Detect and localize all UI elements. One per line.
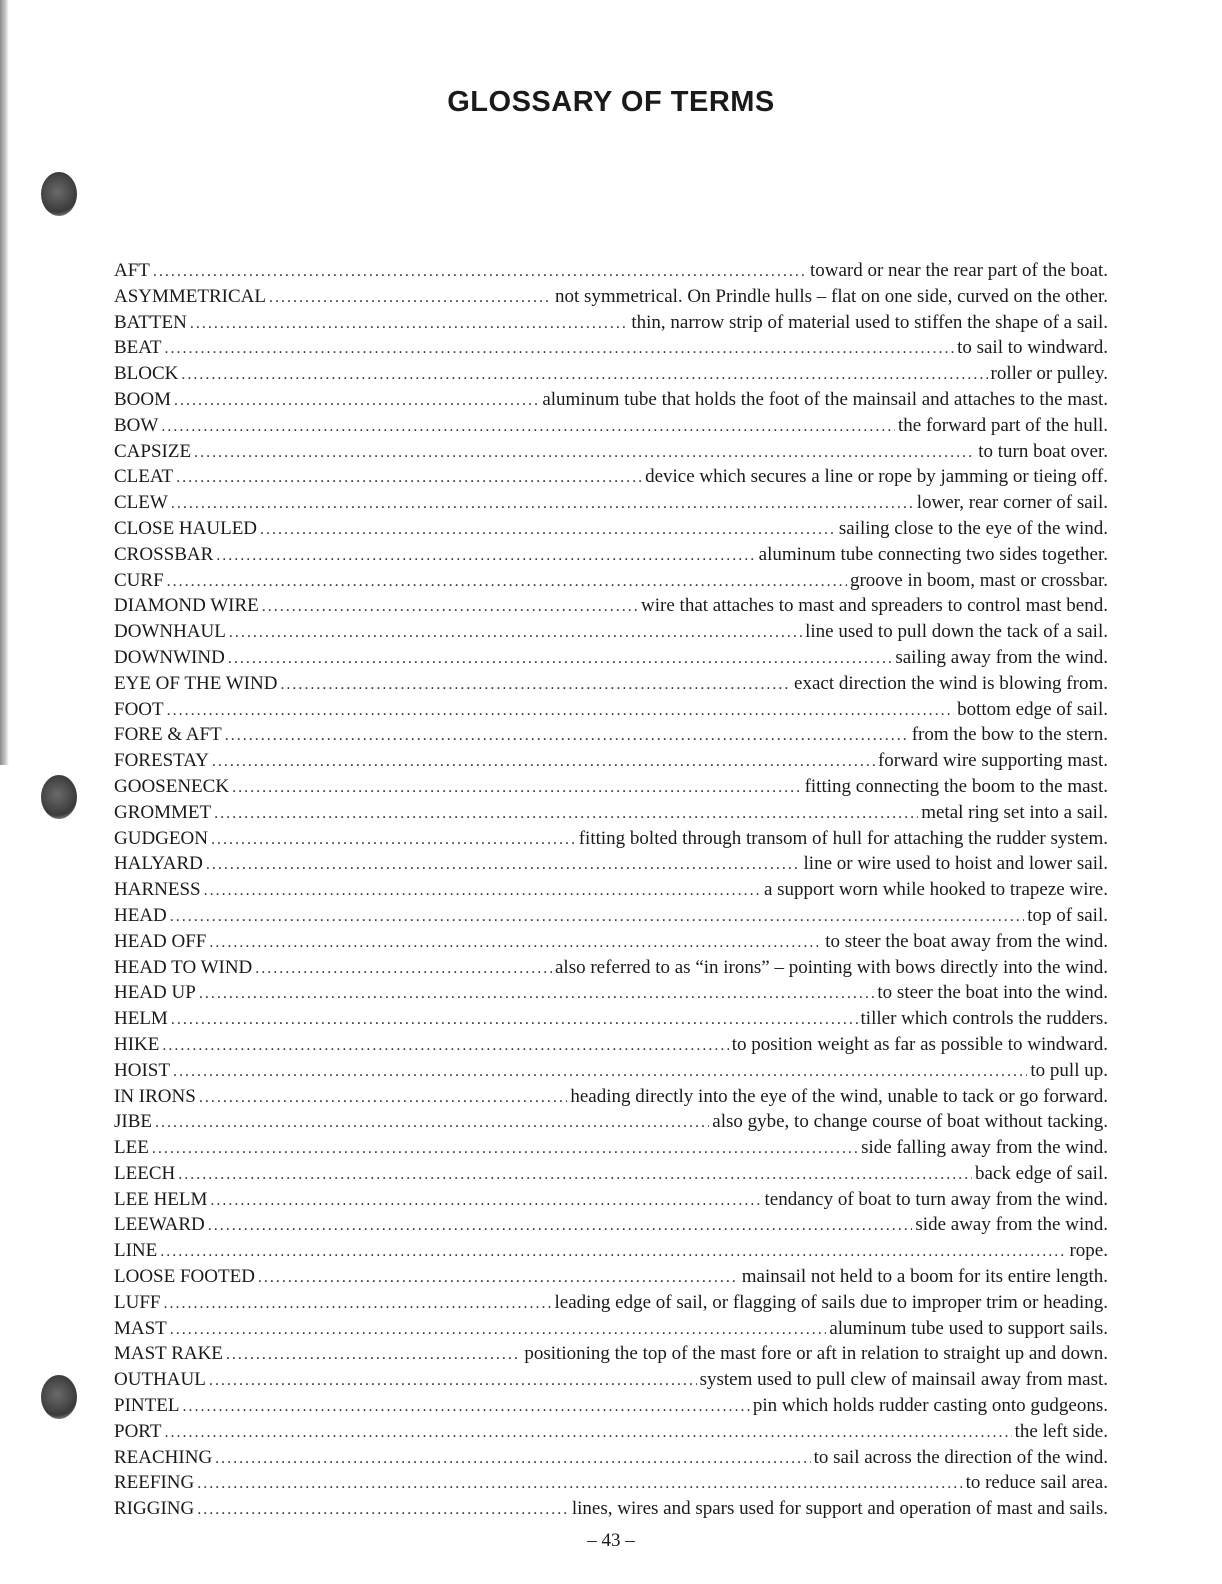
- glossary-term: ASYMMETRICAL: [114, 285, 267, 307]
- glossary-definition: toward or near the rear part of the boat.: [809, 260, 1108, 281]
- dot-leader: [167, 569, 847, 595]
- glossary-entry: [114, 1393, 1108, 1419]
- glossary-term: MAST: [114, 1317, 167, 1339]
- glossary-definition: mainsail not held to a boom for its entire length.: [741, 1266, 1108, 1288]
- dot-leader: [194, 440, 975, 466]
- glossary-definition: roller or pulley.: [990, 363, 1108, 385]
- glossary-entry: [114, 542, 1108, 568]
- glossary-definition: the forward part of the hull.: [898, 414, 1108, 436]
- glossary-entry: [114, 464, 1108, 490]
- glossary-entry: [114, 387, 1108, 413]
- glossary-term: BOW: [114, 414, 159, 436]
- glossary-entry: [114, 774, 1108, 800]
- dot-leader: [232, 775, 802, 801]
- dot-leader: [197, 1471, 962, 1497]
- glossary-definition: fitting connecting the boom to the mast.: [804, 775, 1108, 797]
- glossary-term: HALYARD: [114, 853, 203, 875]
- glossary-definition: to turn boat over.: [978, 440, 1108, 462]
- dot-leader: [199, 1085, 568, 1111]
- glossary-entry: [114, 568, 1108, 594]
- glossary-definition: leading edge of sail, or flagging of sails due to improper trim or heading.: [554, 1291, 1108, 1313]
- punch-hole: [41, 1375, 77, 1419]
- dot-leader: [171, 1007, 858, 1033]
- dot-leader: [181, 362, 987, 388]
- glossary-entry: [114, 1264, 1108, 1290]
- glossary-term: BATTEN: [114, 311, 187, 333]
- glossary-term: FORE & AFT: [114, 724, 222, 746]
- glossary-entry: [114, 1496, 1108, 1522]
- glossary-term: HIKE: [114, 1033, 160, 1055]
- glossary-term: PORT: [114, 1420, 162, 1442]
- glossary-term: DOWNWIND: [114, 646, 225, 668]
- glossary-definition: groove in boom, mast or crossbar.: [849, 569, 1108, 591]
- dot-leader: [176, 465, 642, 491]
- dot-leader: [204, 878, 761, 904]
- glossary-term: LEECH: [114, 1162, 176, 1184]
- dot-leader: [280, 672, 791, 698]
- glossary-entry: [114, 439, 1108, 465]
- glossary-term: DIAMOND WIRE: [114, 595, 259, 617]
- glossary-entry: [114, 516, 1108, 542]
- glossary-definition: lower, rear corner of sail.: [916, 492, 1108, 514]
- glossary-definition: also gybe, to change course of boat without tacking.: [712, 1111, 1108, 1133]
- glossary-term: CLEAT: [114, 466, 174, 488]
- glossary-term: JIBE: [114, 1111, 152, 1133]
- glossary-entry: [114, 1341, 1108, 1367]
- glossary-entry: [114, 335, 1108, 361]
- glossary-term: LEE: [114, 1137, 149, 1159]
- glossary-term: HEAD OFF: [114, 930, 207, 952]
- glossary-entry: [114, 413, 1108, 439]
- dot-leader: [209, 1368, 697, 1394]
- dot-leader: [167, 698, 954, 724]
- glossary-term: GUDGEON: [114, 827, 208, 849]
- glossary-term: HEAD: [114, 904, 167, 926]
- glossary-definition: to sail to windward.: [957, 337, 1108, 359]
- dot-leader: [153, 259, 807, 285]
- glossary-definition: positioning the top of the mast fore or aft in relation to straight up and down.: [524, 1343, 1108, 1365]
- dot-leader: [174, 388, 539, 414]
- glossary-definition: to reduce sail area.: [965, 1472, 1108, 1494]
- glossary-definition: lines, wires and spars used for support and operation of mast and sails.: [571, 1498, 1108, 1520]
- glossary-term: LINE: [114, 1240, 158, 1262]
- dot-leader: [160, 1239, 1066, 1265]
- glossary-entry: [114, 1445, 1108, 1471]
- glossary-entry: [114, 800, 1108, 826]
- glossary-definition: line used to pull down the tack of a sail.: [805, 621, 1108, 643]
- glossary-definition: tendancy of boat to turn away from the wind.: [764, 1188, 1108, 1210]
- glossary-definition: to sail across the direction of the wind.: [813, 1446, 1108, 1468]
- glossary-definition: device which secures a line or rope by jamming or tieing off.: [645, 466, 1108, 488]
- glossary-term: RIGGING: [114, 1498, 195, 1520]
- dot-leader: [226, 1342, 521, 1368]
- dot-leader: [171, 491, 914, 517]
- glossary-term: MAST RAKE: [114, 1343, 223, 1365]
- dot-leader: [161, 414, 895, 440]
- glossary-term: FORESTAY: [114, 750, 209, 772]
- glossary-entry: [114, 929, 1108, 955]
- glossary-term: BLOCK: [114, 363, 179, 385]
- glossary-term: FOOT: [114, 698, 164, 720]
- glossary-term: CLEW: [114, 492, 168, 514]
- glossary-definition: heading directly into the eye of the wind, unable to tack or go forward.: [570, 1085, 1108, 1107]
- glossary-entry: [114, 851, 1108, 877]
- glossary-term: OUTHAUL: [114, 1369, 206, 1391]
- glossary-definition: exact direction the wind is blowing from.: [794, 672, 1108, 694]
- dot-leader: [162, 1033, 728, 1059]
- glossary-term: DOWNHAUL: [114, 621, 226, 643]
- glossary-entry: [114, 645, 1108, 671]
- glossary-entry: [114, 1290, 1108, 1316]
- glossary-definition: to position weight as far as possible to windward.: [731, 1033, 1108, 1055]
- glossary-definition: to pull up.: [1030, 1059, 1108, 1081]
- glossary-definition: thin, narrow strip of material used to stiffen the shape of a sail.: [631, 311, 1108, 333]
- dot-leader: [211, 827, 576, 853]
- glossary-entry: [114, 361, 1108, 387]
- dot-leader: [209, 930, 822, 956]
- glossary-term: HARNESS: [114, 879, 201, 901]
- glossary-definition: to steer the boat into the wind.: [877, 982, 1108, 1004]
- dot-leader: [215, 1446, 810, 1472]
- dot-leader: [228, 646, 893, 672]
- dot-leader: [208, 1213, 913, 1239]
- glossary-definition: sailing away from the wind.: [895, 646, 1108, 668]
- glossary-term: PINTEL: [114, 1395, 180, 1417]
- glossary-definition: aluminum tube that holds the foot of the mainsail and attaches to the mast.: [542, 388, 1108, 410]
- glossary-term: GOOSENECK: [114, 775, 230, 797]
- glossary-definition: a support worn while hooked to trapeze wire.: [763, 879, 1108, 901]
- glossary-term: LUFF: [114, 1291, 161, 1313]
- dot-leader: [182, 1394, 749, 1420]
- glossary-entry: [114, 1058, 1108, 1084]
- glossary-entry: [114, 1316, 1108, 1342]
- glossary-entry: [114, 1032, 1108, 1058]
- dot-leader: [178, 1162, 972, 1188]
- glossary-definition: metal ring set into a sail.: [921, 801, 1108, 823]
- glossary-definition: also referred to as “in irons” – pointing with bows directly into the wind.: [555, 956, 1108, 978]
- dot-leader: [258, 1265, 739, 1291]
- glossary-term: CURF: [114, 569, 164, 591]
- glossary-term: HELM: [114, 1008, 168, 1030]
- dot-leader: [210, 1188, 761, 1214]
- glossary-term: REEFING: [114, 1472, 195, 1494]
- glossary-definition: the left side.: [1014, 1420, 1108, 1442]
- glossary-entry: [114, 1212, 1108, 1238]
- dot-leader: [155, 1110, 709, 1136]
- glossary-definition: side away from the wind.: [915, 1214, 1108, 1236]
- punch-hole: [41, 172, 77, 216]
- glossary-definition: system used to pull clew of mainsail away from mast.: [699, 1369, 1108, 1391]
- page-title: GLOSSARY OF TERMS: [447, 86, 775, 118]
- glossary-entry: [114, 903, 1108, 929]
- glossary-definition: from the bow to the stern.: [911, 724, 1108, 746]
- glossary-entry: [114, 593, 1108, 619]
- dot-leader: [152, 1136, 858, 1162]
- dot-leader: [165, 336, 955, 362]
- glossary-term: GROMMET: [114, 801, 212, 823]
- glossary-term: CLOSE HAULED: [114, 517, 258, 539]
- glossary-definition: wire that attaches to mast and spreaders to control mast bend.: [641, 595, 1108, 617]
- glossary-term: HEAD TO WIND: [114, 956, 253, 978]
- glossary-entry: [114, 1367, 1108, 1393]
- glossary-term: CAPSIZE: [114, 440, 192, 462]
- glossary-term: LEEWARD: [114, 1214, 205, 1236]
- glossary-term: EYE OF THE WIND: [114, 672, 278, 694]
- glossary-entry: [114, 1161, 1108, 1187]
- dot-leader: [229, 620, 802, 646]
- dot-leader: [197, 1497, 569, 1523]
- glossary-term: AFT: [114, 260, 150, 281]
- dot-leader: [255, 956, 552, 982]
- dot-leader: [190, 311, 629, 337]
- glossary-definition: top of sail.: [1027, 904, 1108, 926]
- glossary-term: BEAT: [114, 337, 162, 359]
- glossary-definition: aluminum tube connecting two sides together.: [758, 543, 1108, 565]
- glossary-definition: not symmetrical. On Prindle hulls – flat on one side, curved on the other.: [554, 285, 1108, 307]
- glossary-entry: [114, 697, 1108, 723]
- glossary-entry: [114, 1187, 1108, 1213]
- glossary-term: LOOSE FOOTED: [114, 1266, 255, 1288]
- glossary-list: [114, 258, 1108, 1522]
- glossary-definition: tiller which controls the rudders.: [860, 1008, 1108, 1030]
- glossary-definition: line or wire used to hoist and lower sail.: [803, 853, 1108, 875]
- glossary-definition: back edge of sail.: [975, 1162, 1108, 1184]
- glossary-entry: [114, 1006, 1108, 1032]
- glossary-entry: [114, 1238, 1108, 1264]
- glossary-definition: rope.: [1069, 1240, 1108, 1262]
- dot-leader: [214, 801, 918, 827]
- dot-leader: [170, 904, 1024, 930]
- glossary-term: HOIST: [114, 1059, 170, 1081]
- glossary-term: IN IRONS: [114, 1085, 196, 1107]
- glossary-term: REACHING: [114, 1446, 213, 1468]
- glossary-entry: [114, 671, 1108, 697]
- glossary-entry: [114, 310, 1108, 336]
- glossary-definition: fitting bolted through transom of hull for attaching the rudder system.: [578, 827, 1108, 849]
- glossary-entry: [114, 980, 1108, 1006]
- glossary-definition: to steer the boat away from the wind.: [825, 930, 1108, 952]
- glossary-entry: [114, 1084, 1108, 1110]
- glossary-term: CROSSBAR: [114, 543, 214, 565]
- dot-leader: [206, 852, 801, 878]
- glossary-entry: [114, 877, 1108, 903]
- glossary-term: HEAD UP: [114, 982, 196, 1004]
- glossary-entry: [114, 1109, 1108, 1135]
- glossary-term: BOOM: [114, 388, 172, 410]
- page-number: – 43 –: [587, 1530, 635, 1551]
- dot-leader: [216, 543, 755, 569]
- glossary-definition: sailing close to the eye of the wind.: [838, 517, 1108, 539]
- glossary-definition: forward wire supporting mast.: [877, 750, 1108, 772]
- glossary-entry: [114, 490, 1108, 516]
- glossary-entry: [114, 284, 1108, 310]
- glossary-term: LEE HELM: [114, 1188, 208, 1210]
- glossary-entry: [114, 619, 1108, 645]
- glossary-definition: side falling away from the wind.: [861, 1137, 1108, 1159]
- glossary-entry: [114, 826, 1108, 852]
- glossary-entry: [114, 748, 1108, 774]
- glossary-entry: [114, 1135, 1108, 1161]
- dot-leader: [163, 1291, 551, 1317]
- dot-leader: [269, 285, 552, 311]
- dot-leader: [170, 1317, 827, 1343]
- glossary-entry: [114, 1419, 1108, 1445]
- dot-leader: [199, 981, 875, 1007]
- dot-leader: [262, 594, 638, 620]
- glossary-definition: aluminum tube used to support sails.: [829, 1317, 1108, 1339]
- dot-leader: [173, 1059, 1027, 1085]
- punch-hole: [41, 775, 77, 819]
- glossary-entry: [114, 258, 1108, 284]
- glossary-entry: [114, 955, 1108, 981]
- dot-leader: [225, 723, 909, 749]
- dot-leader: [164, 1420, 1011, 1446]
- dot-leader: [212, 749, 875, 775]
- glossary-definition: pin which holds rudder casting onto gudgeons.: [752, 1395, 1108, 1417]
- dot-leader: [260, 517, 836, 543]
- glossary-definition: bottom edge of sail.: [957, 698, 1108, 720]
- glossary-entry: [114, 1470, 1108, 1496]
- glossary-entry: [114, 722, 1108, 748]
